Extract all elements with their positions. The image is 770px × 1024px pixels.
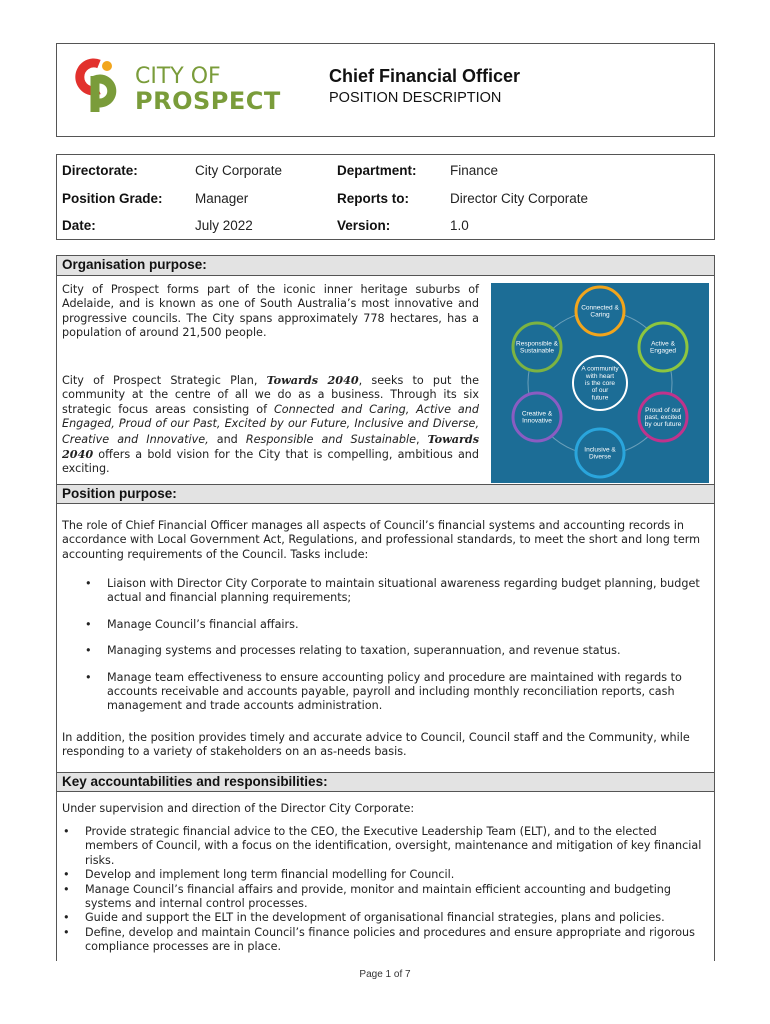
logo-text-prospect: PROSPECT [135, 87, 281, 115]
bullet-icon: • [63, 925, 70, 939]
p2-text-e: and [208, 432, 246, 446]
task-text: Managing systems and processes relating to taxation, superannuation, and revenue status. [107, 644, 621, 658]
city-of-prospect-logo [65, 50, 285, 116]
p2-text-i: offers a bold vision for the City that is compelling, ambitious and exciting. [62, 448, 479, 476]
accountability-item [63, 825, 707, 868]
diagram-focus-label: Connected & Caring [581, 304, 619, 319]
document-body [56, 255, 715, 961]
version-value: 1.0 [450, 218, 469, 233]
grade-label: Position Grade: [62, 191, 163, 206]
accountability-text: Provide strategic financial advice to the CEO, the Executive Leadership Team (ELT), and to the elected members of Council, with a focus on the identification, oversight, maintenance and mitigation of key financial risks. [85, 825, 702, 867]
task-item [85, 670, 707, 714]
task-text: Manage Council’s financial affairs. [107, 617, 299, 631]
document-title: Chief Financial Officer [329, 66, 521, 86]
p2-text-a: City of Prospect Strategic Plan, [62, 374, 267, 387]
diagram-center-text: A community with heart is the core of our future [581, 365, 619, 402]
accountability-text: Guide and support the ELT in the development of organisational financial strategies, plans and policies. [85, 911, 665, 925]
p2-text-g: , [415, 432, 428, 446]
org-purpose-para2 [62, 373, 479, 477]
department-value: Finance [450, 163, 499, 178]
position-purpose-tasks [85, 577, 707, 714]
org-purpose-heading: Organisation purpose: [57, 256, 714, 276]
diagram-focus-label: Proud of our past, excited by our future [644, 406, 682, 429]
bullet-icon: • [63, 825, 70, 838]
accountability-item [63, 868, 707, 882]
version-label: Version: [337, 218, 391, 233]
accountability-text: Develop and implement long term financial modelling for Council. [85, 868, 455, 882]
strategic-plan-diagram [491, 283, 709, 483]
accountability-text: Manage Council’s financial affairs and provide, monitor and maintain efficient accounting and budgeting systems and internal control processes. [85, 882, 671, 911]
accountability-item [63, 925, 707, 955]
position-purpose-intro: The role of Chief Financial Officer manages all aspects of Council’s financial systems and accounting records in accordance with Local Government Act, Regulations, and professional standards, to meet the short and long term accounting requirements of the Council. Tasks include: [62, 519, 700, 561]
bullet-icon: • [85, 670, 92, 684]
org-purpose-para1: City of Prospect forms part of the iconic inner heritage suburbs of Adelaide, and is known as one of South Australia’s most innovative and progressive councils. The City spans approximately 778 hectares, has a population of around 21,500 people. [62, 283, 479, 340]
diagram-focus-label: Responsible & Sustainable [516, 340, 558, 355]
position-purpose-heading: Position purpose: [57, 484, 714, 504]
bullet-icon: • [85, 644, 92, 658]
document-subtitle: POSITION DESCRIPTION [329, 90, 502, 106]
bullet-icon: • [63, 882, 70, 896]
task-text: Liaison with Director City Corporate to maintain situational awareness regarding budget planning, budget actual and financial planning requirements; [107, 577, 700, 605]
bullet-icon: • [85, 617, 92, 631]
towards-2040-term-2: Towards 2040 [62, 431, 479, 462]
logo-mark-icon [65, 50, 135, 116]
date-label: Date: [62, 218, 96, 233]
accountabilities-list [63, 825, 707, 955]
logo-text-city-of: CITY OF [135, 64, 221, 89]
info-row-date [57, 212, 714, 238]
task-item [85, 644, 707, 658]
accountability-text: Define, develop and maintain Council’s finance policies and procedures and ensure appropriate and rigorous compliance processes are in place. [85, 925, 695, 954]
reports-label: Reports to: [337, 191, 409, 206]
responsible-italic: Responsible and Sustainable [245, 432, 416, 446]
directorate-label: Directorate: [62, 163, 138, 178]
towards-2040-term: Towards 2040 [266, 373, 359, 387]
directorate-value: City Corporate [195, 163, 283, 178]
accountability-item [63, 911, 707, 925]
bullet-icon: • [63, 868, 70, 882]
department-label: Department: [337, 163, 417, 178]
accountabilities-heading: Key accountabilities and responsibilities: [57, 772, 714, 792]
grade-value: Manager [195, 191, 249, 206]
p2-text-c: , seeks to put the community at the centre of all we do as a business. Through its six strategic focus areas consisting of [62, 374, 479, 416]
focus-areas-italic: Connected and Caring, Active and Engaged, Proud of our Past, Excited by our Future, Inclusive and Diverse, Creative and Innovative, [62, 402, 479, 446]
strategic-plan-graphic [491, 283, 709, 483]
document-header [56, 43, 715, 137]
bullet-icon: • [63, 911, 70, 925]
bullet-icon: • [85, 577, 92, 590]
page-number: Page 1 of 7 [359, 969, 411, 980]
position-info-table [56, 154, 715, 240]
diagram-focus-label: Creative & Innovative [521, 410, 553, 425]
diagram-focus-label: Active & Engaged [649, 340, 677, 355]
reports-value: Director City Corporate [450, 191, 589, 206]
accountabilities-intro: Under supervision and direction of the Director City Corporate: [62, 802, 415, 815]
task-text: Manage team effectiveness to ensure accounting policy and procedure are maintained with regards to accounts receivable and accounts payable, payroll and including monthly reconciliation reports, cash management and trade accounts administration. [107, 670, 682, 713]
task-item [85, 577, 707, 606]
date-value: July 2022 [195, 218, 253, 233]
position-purpose-closing: In addition, the position provides timely and accurate advice to Council, Council staff and the Community, while responding to a variety of stakeholders on an as-needs basis. [62, 731, 690, 759]
info-row-directorate [57, 157, 714, 183]
diagram-focus-label: Inclusive & Diverse [584, 446, 616, 461]
accountability-item [63, 882, 707, 912]
info-row-grade [57, 185, 714, 211]
task-item [85, 617, 707, 632]
